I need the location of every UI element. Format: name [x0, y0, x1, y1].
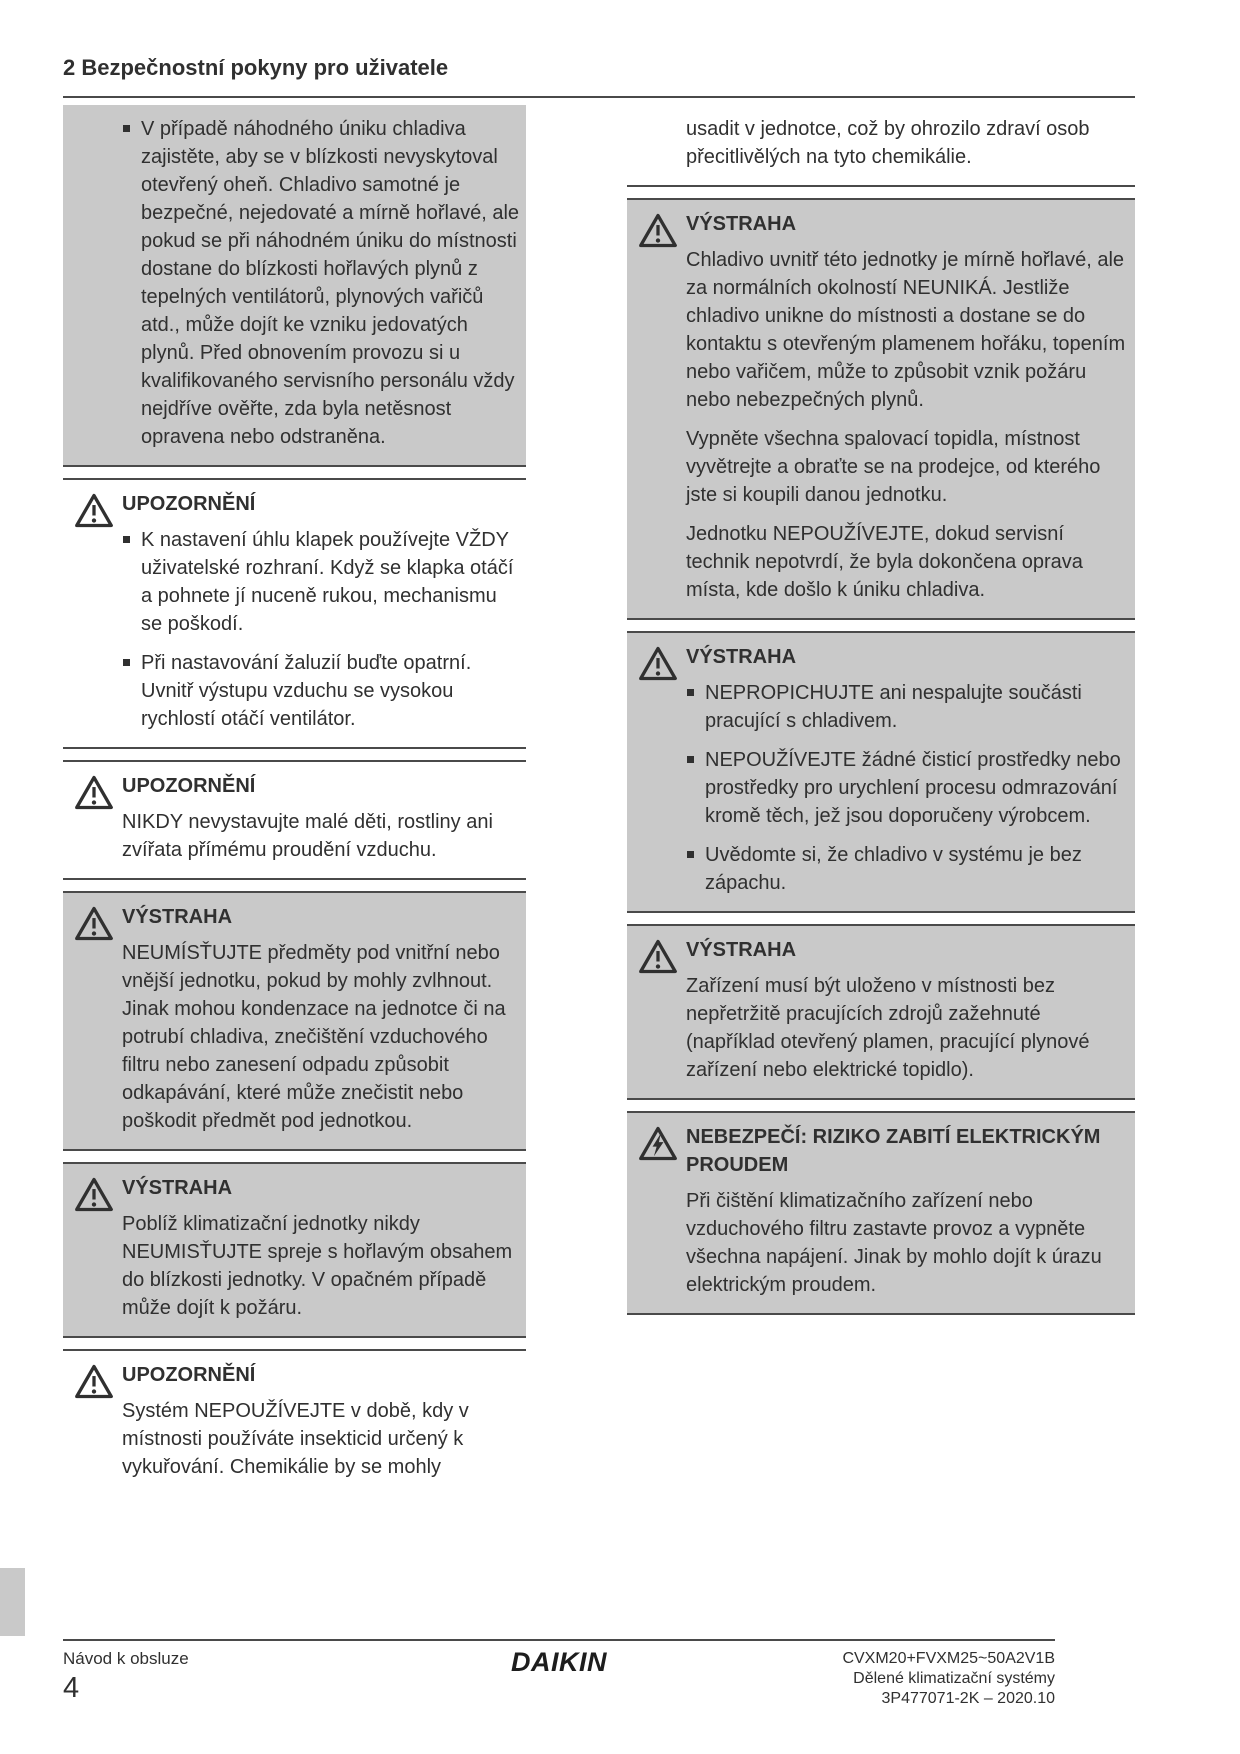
paragraph: Jednotku NEPOUŽÍVEJTE, dokud servisní technik nepotvrdí, že byla dokončena oprava místa, kde došlo k úniku chladiva.	[686, 523, 1083, 601]
admonition-title: UPOZORNĚNÍ	[122, 493, 256, 515]
admonition-body	[627, 105, 1135, 185]
bullet-icon	[687, 851, 694, 858]
warning-triangle-icon	[74, 1176, 114, 1213]
warning-triangle-icon	[638, 645, 678, 682]
paragraph: Systém NEPOUŽÍVEJTE v době, kdy v místnosti používáte insekticid určený k vykuřování. Chemikálie by se mohly	[122, 1400, 469, 1478]
bullet-item	[122, 526, 522, 638]
note-box-refrigerant-leak	[63, 105, 526, 467]
page-header	[63, 55, 1135, 98]
bullet-text: K nastavení úhlu klapek používejte VŽDY uživatelské rozhraní. Když se klapka otáčí a pohnete jí nuceně rukou, mechanismu se poškodí.	[141, 529, 514, 635]
bullet-text: Uvědomte si, že chladivo v systému je bez zápachu.	[705, 844, 1082, 894]
bullet-item	[686, 679, 1131, 735]
admonition-title: UPOZORNĚNÍ	[122, 1364, 256, 1386]
admonition-title: NEBEZPEČÍ: RIZIKO ZABITÍ ELEKTRICKÝM PROUDEM	[686, 1126, 1101, 1176]
bullet-item	[686, 841, 1131, 897]
paragraph: Chladivo uvnitř této jednotky je mírně hořlavé, ale za normálních okolností NEUNIKÁ. Jestliže chladivo unikne do místnosti a dostane se do kontaktu s otevřeným plamenem hořáku, topením nebo vařičem, může to způsobit vznik požáru nebo nebezpečných plynů.	[686, 249, 1126, 411]
admonition-body	[627, 926, 1135, 1098]
bullet-item	[122, 115, 522, 451]
paragraph: usadit v jednotce, což by ohrozilo zdraví osob přecitlivělých na tyto chemikálie.	[686, 118, 1090, 168]
admonition-body	[63, 105, 526, 465]
page-footer	[63, 1639, 1055, 1746]
caution-box-insecticide	[63, 1349, 526, 1495]
warning-box-refrigerant-flammable	[627, 198, 1135, 620]
bullet-icon	[687, 689, 694, 696]
bullet-text: Při nastavování žaluzií buďte opatrní. Uvnitř výstupu vzduchu se vysokou rychlostí otáčí ventilátor.	[141, 652, 472, 730]
admonition-body	[63, 480, 526, 747]
paragraph: Vypněte všechna spalovací topidla, místnost vyvětrejte a obraťte se na prodejce, od kterého jste si koupili danou jednotku.	[686, 428, 1101, 506]
page-thumb-tab	[0, 1568, 25, 1636]
bullet-icon	[123, 125, 130, 132]
paragraph: NEUMÍSŤUJTE předměty pod vnitřní nebo vnější jednotku, pokud by mohly zvlhnout. Jinak mohou kondenzace na jednotce či na potrubí chladiva, znečištění vzduchového filtru nebo zanesení odpadu způsobit odkapávání, které může znečistit nebo poškodit předmět pod jednotkou.	[122, 942, 506, 1132]
admonition-body	[63, 1351, 526, 1495]
warning-box-ignition-sources	[627, 924, 1135, 1100]
warning-box-sprays	[63, 1162, 526, 1338]
admonition-body	[63, 1164, 526, 1336]
paragraph: Při čištění klimatizačního zařízení nebo vzduchového filtru zastavte provoz a vypněte všechna napájení. Jinak by mohlo dojít k úrazu elektrickým proudem.	[686, 1190, 1102, 1296]
admonition-title: VÝSTRAHA	[686, 213, 797, 235]
admonition-title: VÝSTRAHA	[686, 939, 797, 961]
warning-box-objects-under-unit	[63, 891, 526, 1151]
footer-product-line: Dělené klimatizační systémy	[853, 1670, 1055, 1687]
content-columns	[63, 105, 1135, 1495]
electric-hazard-icon	[638, 1125, 678, 1162]
paragraph: Poblíž klimatizační jednotky nikdy NEUMISŤUJTE spreje s hořlavým obsahem do blízkosti jednotky. V opačném případě může dojít k požáru.	[122, 1213, 513, 1319]
footer-right-block	[842, 1649, 1055, 1709]
warning-box-do-not-pierce	[627, 631, 1135, 913]
right-column	[627, 105, 1135, 1495]
admonition-body	[627, 633, 1135, 911]
bullet-item	[122, 649, 522, 733]
caution-box-airflow	[63, 760, 526, 880]
page-number: 4	[63, 1672, 80, 1704]
admonition-body	[627, 1113, 1135, 1313]
admonition-body	[63, 762, 526, 878]
daikin-logo: DAIKIN	[511, 1647, 607, 1677]
bullet-icon	[123, 659, 130, 666]
bullet-icon	[123, 536, 130, 543]
left-column	[63, 105, 526, 1495]
admonition-body	[63, 893, 526, 1149]
warning-triangle-icon	[638, 212, 678, 249]
footer-doc-code: 3P477071-2K – 2020.10	[881, 1690, 1055, 1707]
warning-triangle-icon	[74, 1363, 114, 1400]
admonition-title: VÝSTRAHA	[122, 1177, 233, 1199]
admonition-title: UPOZORNĚNÍ	[122, 775, 256, 797]
bullet-text: NEPROPICHUJTE ani nespalujte součásti pracující s chladivem.	[705, 682, 1082, 732]
paragraph: Zařízení musí být uloženo v místnosti bez nepřetržitě pracujících zdrojů zažehnuté (například otevřený plamen, pracující plynové zařízení nebo elektrické topidlo).	[686, 975, 1090, 1081]
caution-box-flaps	[63, 478, 526, 749]
warning-triangle-icon	[74, 492, 114, 529]
warning-triangle-icon	[638, 938, 678, 975]
paragraph: NIKDY nevystavujte malé děti, rostliny ani zvířata přímému proudění vzduchu.	[122, 811, 493, 861]
warning-triangle-icon	[74, 905, 114, 942]
bullet-text: V případě náhodného úniku chladiva zajistěte, aby se v blízkosti nevyskytoval otevřený oheň. Chladivo samotné je bezpečné, nejedovaté a mírně hořlavé, ale pokud se při náhodném úniku do místnosti dostane do blízkosti hořlavých plynů z tepelných ventilátorů, plynových vařičů atd., může dojít ke vzniku jedovatých plynů. Před obnovením provozu si u kvalifikovaného servisního personálu vždy nejdříve ověřte, zda byla netěsnost opravena nebo odstraněna.	[141, 118, 520, 448]
continuation-paragraph	[627, 105, 1135, 187]
footer-model: CVXM20+FVXM25~50A2V1B	[842, 1650, 1055, 1667]
admonition-title: VÝSTRAHA	[686, 646, 797, 668]
footer-doc-type: Návod k obsluze	[63, 1649, 189, 1668]
admonition-title: VÝSTRAHA	[122, 906, 233, 928]
warning-triangle-icon	[74, 774, 114, 811]
bullet-icon	[687, 756, 694, 763]
danger-box-electrocution	[627, 1111, 1135, 1315]
page-title: 2 Bezpečnostní pokyny pro uživatele	[63, 55, 449, 80]
bullet-text: NEPOUŽÍVEJTE žádné čisticí prostředky nebo prostředky pro urychlení procesu odmrazování kromě těch, jež jsou doporučeny výrobcem.	[705, 749, 1121, 827]
bullet-item	[686, 746, 1131, 830]
admonition-body	[627, 200, 1135, 618]
